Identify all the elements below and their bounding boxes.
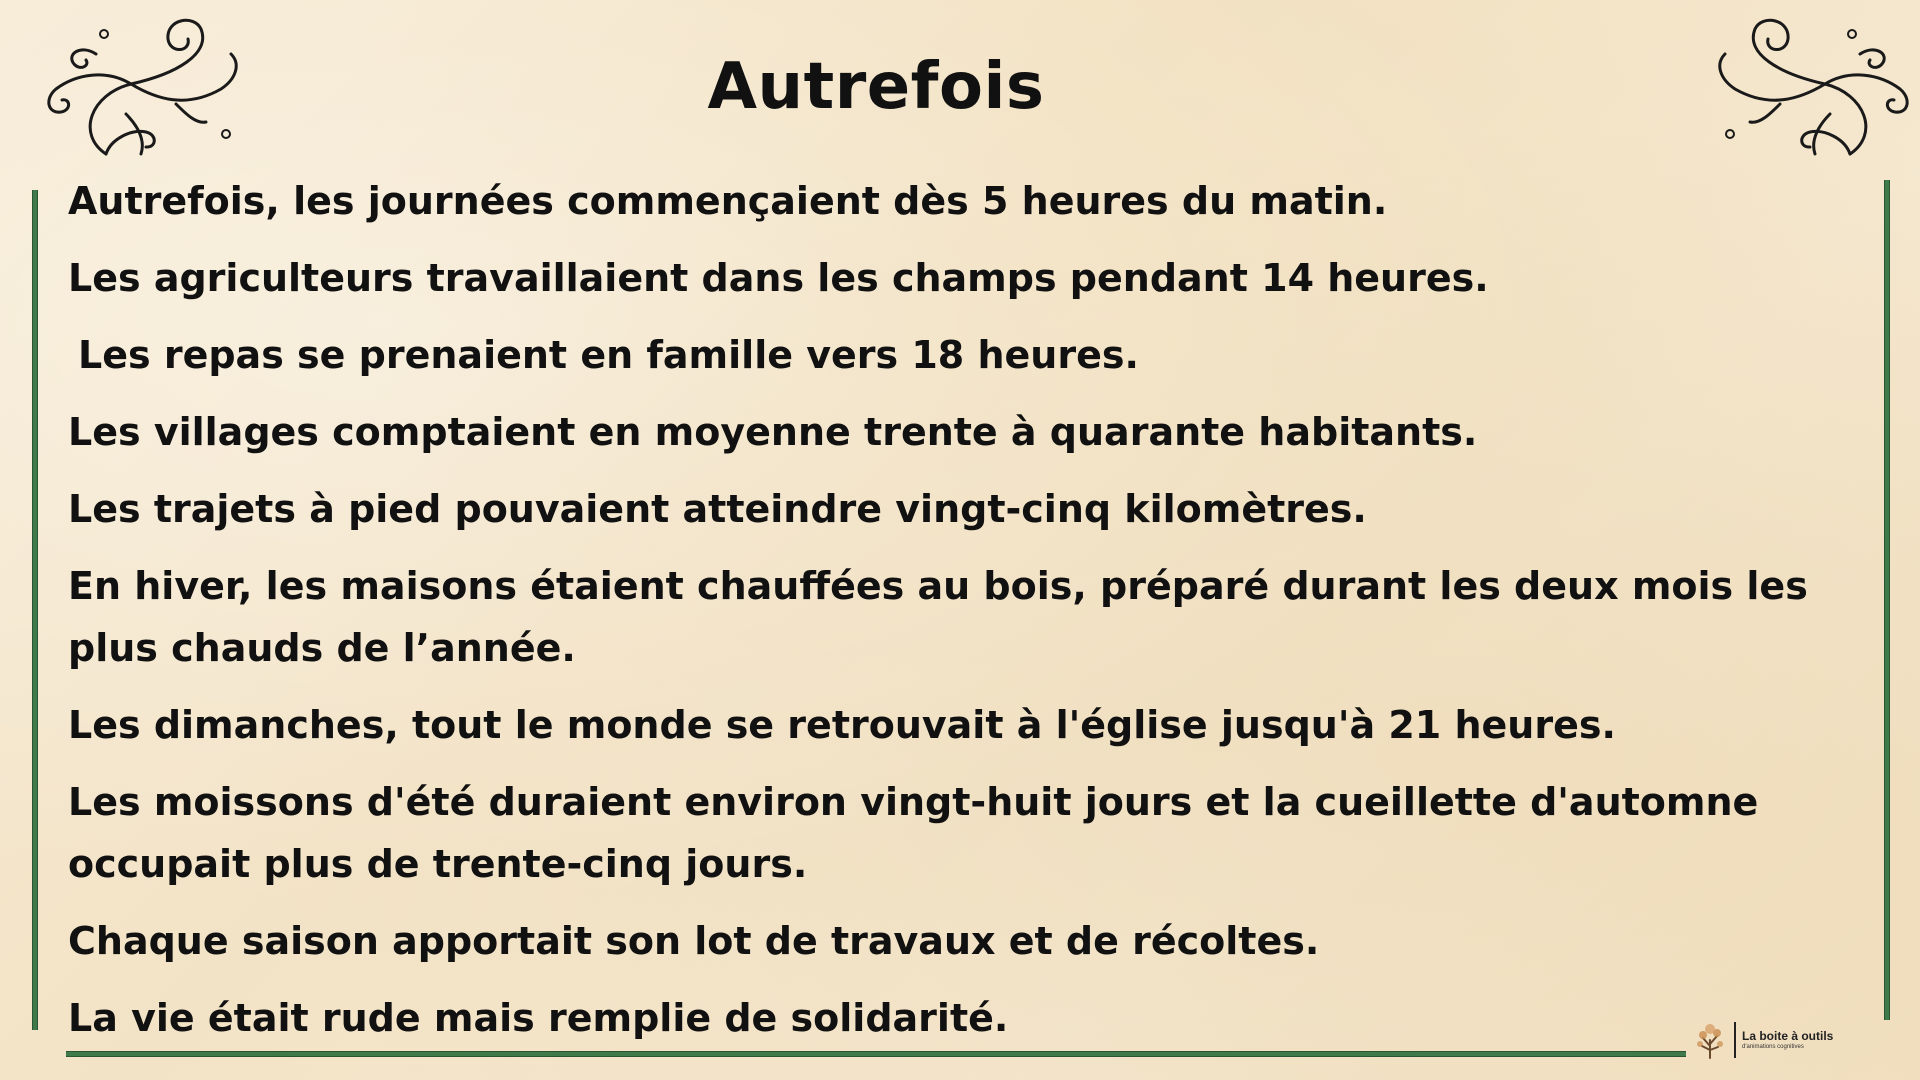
text-line: Les dimanches, tout le monde se retrouvait à l'église jusqu'à 21 heures. [68, 703, 1616, 747]
text-line: Les moissons d'été duraient environ vingt-huit jours et la cueillette d'automne occupait plus de trente-cinq jours. [68, 780, 1759, 886]
text-list [68, 170, 1828, 1064]
logo-text [1742, 1030, 1833, 1050]
tree-icon [1690, 1020, 1730, 1060]
text-line: En hiver, les maisons étaient chauffées au bois, préparé durant les deux mois les plus chauds de l’année. [68, 564, 1808, 670]
left-border-rule [32, 190, 38, 1030]
text-line: Chaque saison apportait son lot de travaux et de récoltes. [68, 919, 1320, 963]
logo-name: La boite à outils [1742, 1029, 1834, 1043]
text-line: Les trajets à pied pouvaient atteindre vingt-cinq kilomètres. [68, 487, 1367, 531]
page-title-text: Autrefois [707, 50, 1045, 124]
text-line: Autrefois, les journées commençaient dès 5 heures du matin. [68, 179, 1388, 223]
text-line: Les villages comptaient en moyenne trente à quarante habitants. [68, 410, 1478, 454]
text-line: Les repas se prenaient en famille vers 18 heures. [78, 333, 1139, 377]
right-border-rule [1884, 180, 1890, 1020]
page-title [0, 50, 1920, 124]
text-line: Les agriculteurs travaillaient dans les champs pendant 14 heures. [68, 256, 1489, 300]
logo-tagline: d'animations cognitives [1742, 1044, 1804, 1050]
text-line: La vie était rude mais remplie de solidarité. [68, 996, 1009, 1040]
logo-divider [1734, 1022, 1736, 1058]
brand-logo [1690, 1018, 1860, 1062]
